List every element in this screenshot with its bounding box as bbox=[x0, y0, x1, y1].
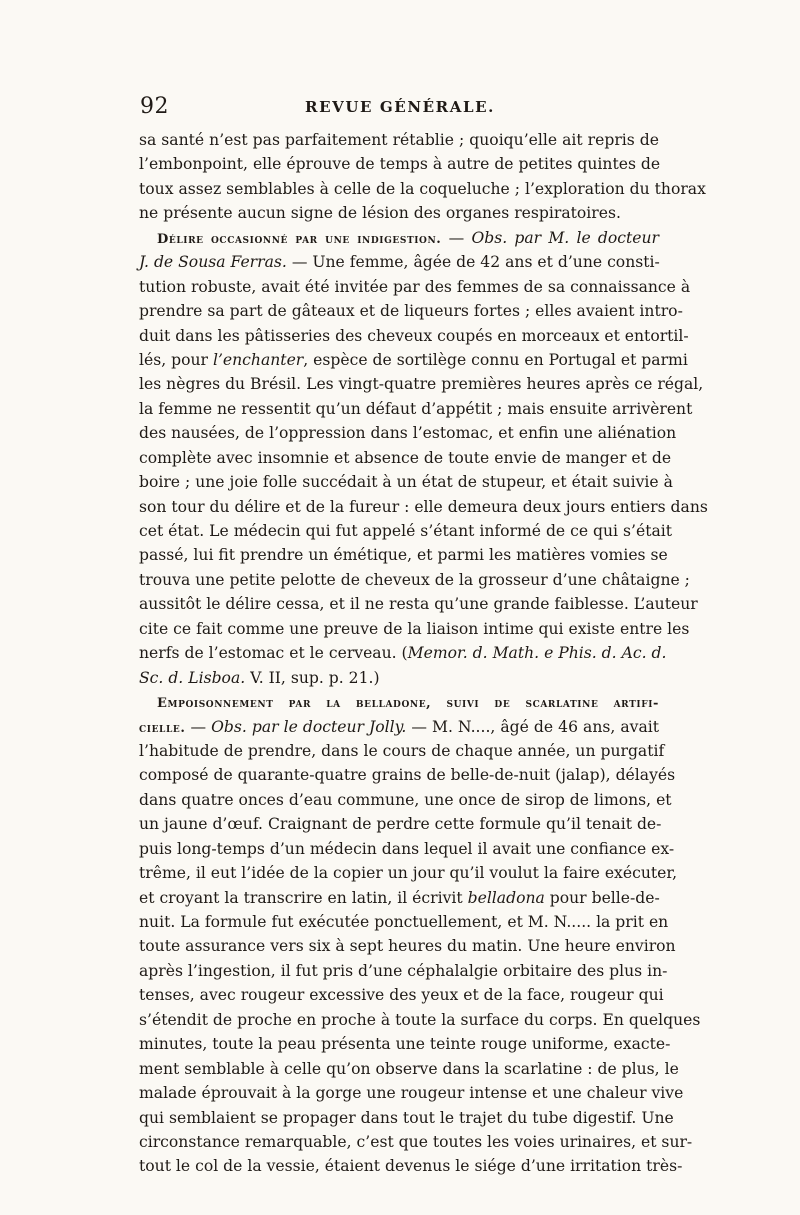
italic-text: Obs. par M. le docteur bbox=[471, 228, 659, 247]
text-segment: complète avec insomnie et absence de toute envie de manger et de bbox=[139, 448, 672, 467]
text-line bbox=[139, 837, 675, 861]
italic-text: Memor. d. Math. e Phis. d. Ac. d. bbox=[407, 644, 667, 663]
section-heading: cielle. bbox=[139, 720, 186, 736]
text-line bbox=[139, 372, 704, 396]
text-segment: ment semblable à celle qu’on observe dans la scarlatine : de plus, le bbox=[139, 1059, 679, 1078]
text-line bbox=[139, 226, 659, 250]
section-heading: Empoisonnement par la belladone, suivi de scarlatine artifi- bbox=[157, 696, 659, 712]
text-segment: un jaune d’œuf. Craignant de perdre cette formule qu’il tenait de- bbox=[139, 815, 662, 834]
text-line bbox=[139, 959, 668, 983]
italic-text: l’enchanter bbox=[212, 350, 304, 369]
article-body bbox=[139, 128, 708, 1179]
text-line bbox=[139, 690, 659, 714]
text-line bbox=[139, 1008, 701, 1032]
text-segment: dans quatre onces d’eau commune, une once de sirop de limons, et bbox=[139, 790, 672, 809]
text-segment: après l’ingestion, il fut pris d’une céphalalgie orbitaire des plus in- bbox=[139, 961, 668, 980]
text-segment: cet état. Le médecin qui fut appelé s’étant informé de ce qui s’était bbox=[139, 522, 673, 540]
text-segment: — Une femme, âgée de 42 ans et d’une consti- bbox=[286, 253, 660, 272]
text-line bbox=[139, 812, 662, 836]
text-segment: duit dans les pâtisseries des cheveux coupés en morceaux et entortil- bbox=[139, 326, 689, 345]
text-line bbox=[139, 397, 693, 421]
text-segment: passé, lui fit prendre un émétique, et parmi les matières vomies se bbox=[139, 546, 668, 565]
page-number: 92 bbox=[140, 94, 169, 119]
text-line bbox=[139, 495, 708, 519]
text-segment: tenses, avec rougeur excessive des yeux et de la face, rougeur qui bbox=[139, 986, 664, 1005]
text-line bbox=[139, 446, 672, 470]
italic-text: Obs. par le docteur Jolly. bbox=[211, 717, 407, 736]
text-line bbox=[139, 250, 659, 274]
text-segment: sa santé n’est pas parfaitement rétablie ; quoiqu’elle ait repris de bbox=[139, 131, 659, 149]
text-line bbox=[139, 934, 676, 958]
text-segment: puis long-temps d’un médecin dans lequel il avait une confiance ex- bbox=[139, 839, 675, 858]
text-segment: cite ce fait comme une preuve de la liaison intime qui existe entre les bbox=[139, 619, 690, 638]
text-segment: , espèce de sortilège connu en Portugal et parmi bbox=[303, 350, 688, 369]
text-line bbox=[139, 1081, 684, 1105]
text-line bbox=[139, 470, 673, 494]
text-line bbox=[139, 128, 659, 152]
text-segment: l’embonpoint, elle éprouve de temps à autre de petites quintes de bbox=[139, 155, 661, 174]
text-segment: ne présente aucun signe de lésion des organes respiratoires. bbox=[139, 204, 621, 223]
text-segment: composé de quarante-quatre grains de belle-de-nuit (jalap), délayés bbox=[139, 766, 676, 785]
text-line bbox=[139, 152, 659, 176]
text-line bbox=[139, 739, 665, 763]
text-line bbox=[139, 641, 667, 665]
page-header bbox=[140, 94, 660, 124]
section-heading: Délire occasionné par une indigestion. bbox=[157, 231, 442, 247]
italic-text: Sc. d. Lisboa. bbox=[139, 668, 246, 687]
text-line bbox=[139, 1106, 674, 1130]
text-line bbox=[139, 763, 676, 787]
text-segment: tout le col de la vessie, étaient devenus le siége d’une irritation très- bbox=[139, 1157, 683, 1176]
text-segment: des nausées, de l’oppression dans l’estomac, et enfin une aliénation bbox=[139, 424, 677, 443]
text-line bbox=[139, 348, 688, 372]
text-segment: la femme ne ressentit qu’un défaut d’appétit ; mais ensuite arrivèrent bbox=[139, 399, 693, 418]
text-segment: — M. N...., âgé de 46 ans, avait bbox=[406, 717, 660, 736]
text-segment: trouva une petite pelotte de cheveux de la grosseur d’une châtaigne ; bbox=[139, 570, 690, 589]
text-line bbox=[139, 543, 668, 567]
text-segment: minutes, toute la peau présenta une teinte rouge uniforme, exacte- bbox=[139, 1035, 671, 1054]
text-line bbox=[139, 324, 689, 348]
text-segment: lés, pour bbox=[139, 350, 213, 369]
text-segment: nuit. La formule fut exécutée ponctuellement, et M. N..... la prit en bbox=[139, 913, 669, 931]
text-segment: — bbox=[441, 228, 472, 247]
text-segment: s’étendit de proche en proche à toute la surface du corps. En quelques bbox=[139, 1010, 701, 1029]
text-line bbox=[139, 1057, 679, 1081]
running-head: REVUE GÉNÉRALE. bbox=[305, 98, 495, 116]
text-segment: tution robuste, avait été invitée par des femmes de sa connaissance à bbox=[139, 277, 691, 296]
text-line bbox=[139, 177, 706, 201]
text-segment: prendre sa part de gâteaux et de liqueurs fortes ; elles avaient intro- bbox=[139, 302, 683, 321]
text-line bbox=[139, 275, 691, 299]
text-line bbox=[139, 715, 659, 739]
text-segment: son tour du délire et de la fureur : elle demeura deux jours entiers dans bbox=[139, 497, 708, 516]
text-segment: nerfs de l’estomac et le cerveau. ( bbox=[139, 644, 408, 663]
text-segment: toute assurance vers six à sept heures du matin. Une heure environ bbox=[139, 937, 676, 956]
text-line bbox=[139, 617, 690, 641]
text-line bbox=[139, 861, 678, 885]
text-line bbox=[139, 201, 659, 225]
text-segment: l’habitude de prendre, dans le cours de chaque année, un purgatif bbox=[139, 741, 665, 760]
text-line bbox=[139, 666, 659, 690]
text-segment: les nègres du Brésil. Les vingt-quatre premières heures après ce régal, bbox=[139, 375, 704, 394]
text-line bbox=[139, 299, 683, 323]
text-segment: qui semblaient se propager dans tout le trajet du tube digestif. Une bbox=[139, 1108, 674, 1127]
text-line bbox=[139, 519, 673, 543]
text-line bbox=[139, 568, 690, 592]
text-segment: trême, il eut l’idée de la copier un jour qu’il voulut la faire exécuter, bbox=[139, 864, 678, 883]
text-line bbox=[139, 1130, 693, 1154]
text-segment: aussitôt le délire cessa, et il ne resta qu’une grande faiblesse. L’auteur bbox=[139, 595, 698, 614]
text-line bbox=[139, 886, 659, 910]
text-segment: et croyant la transcrire en latin, il écrivit bbox=[139, 888, 468, 907]
text-line bbox=[139, 983, 664, 1007]
text-line bbox=[139, 1154, 683, 1178]
text-line bbox=[139, 910, 669, 934]
text-line bbox=[139, 1032, 671, 1056]
text-segment: — bbox=[185, 717, 212, 736]
text-segment: toux assez semblables à celle de la coqueluche ; l’exploration du thorax bbox=[139, 179, 706, 198]
text-line bbox=[139, 421, 677, 445]
text-line bbox=[139, 592, 698, 616]
text-segment: V. II, sup. p. 21.) bbox=[245, 668, 380, 687]
text-segment: pour belle-de- bbox=[544, 888, 660, 907]
italic-text: belladona bbox=[467, 888, 545, 907]
text-line bbox=[139, 788, 672, 812]
text-segment: malade éprouvait à la gorge une rougeur intense et une chaleur vive bbox=[139, 1084, 684, 1103]
italic-text: J. de Sousa Ferras. bbox=[139, 253, 287, 272]
text-segment: boire ; une joie folle succédait à un état de stupeur, et était suivie à bbox=[139, 473, 673, 492]
text-segment: circonstance remarquable, c’est que toutes les voies urinaires, et sur- bbox=[139, 1132, 693, 1151]
